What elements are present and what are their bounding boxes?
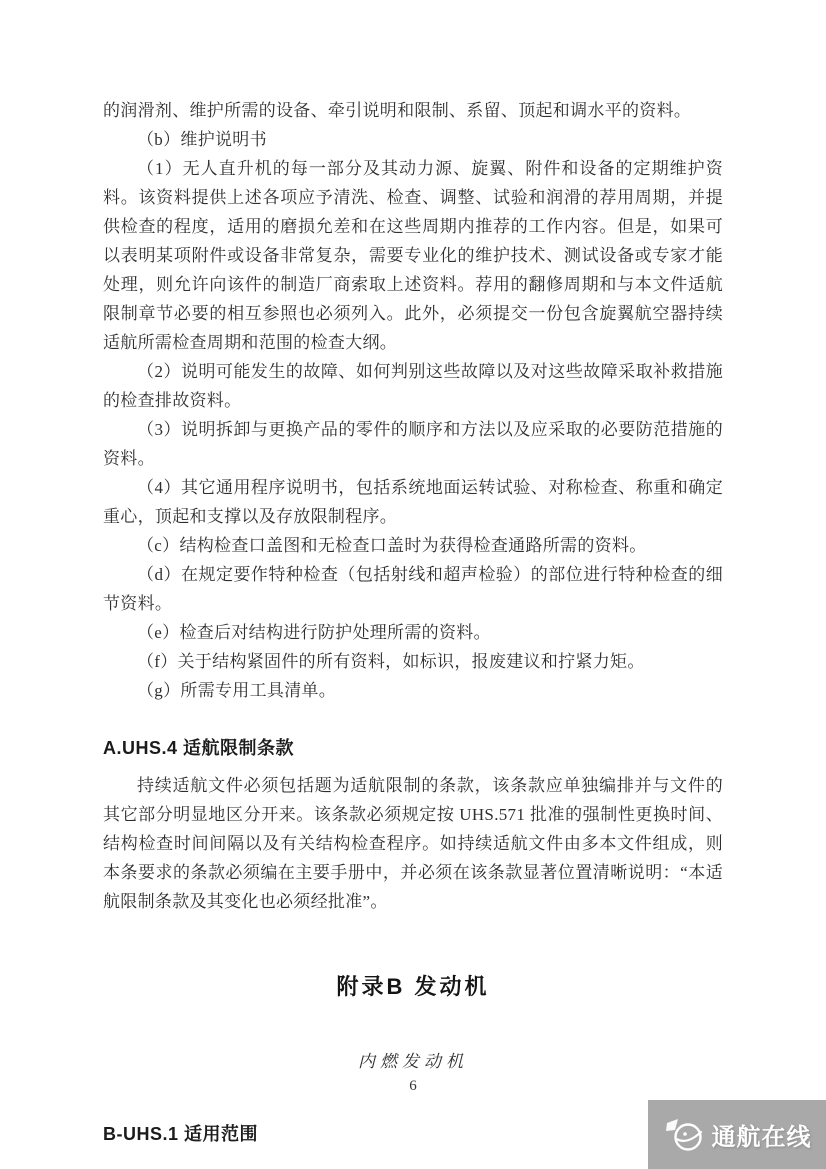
body-paragraph: 的润滑剂、维护所需的设备、牵引说明和限制、系留、顶起和调水平的资料。	[103, 101, 692, 120]
body-paragraph: （e）检查后对结构进行防护处理所需的资料。	[137, 623, 491, 642]
watermark-text: 通航在线	[711, 1124, 812, 1151]
body-paragraph: （d）在规定要作特种检查（包括射线和超声检验）的部位进行特种检查的细节资料。	[103, 565, 723, 613]
section-heading-b-uhs-1: B-UHS.1 适用范围	[103, 1124, 259, 1144]
tonghang-online-logo-icon	[663, 1116, 705, 1154]
body-paragraph: （1）无人直升机的每一部分及其动力源、旋翼、附件和设备的定期维护资料。该资料提供上述各项应予清洗、检查、调整、试验和润滑的荐用周期，并提供检查的程度，适用的磨损允差和在这些周期内推荐的工作内容。但是，如果可以表明某项附件或设备非常复杂，需要专业化的维护技术、测试设备或专家才能处理，则允许向该件的制造厂商索取上述资料。荐用的翻修周期和与本文件适航限制章节必要的相互参照也必须列入。此外，必须提交一份包含旋翼航空器持续适航所需检查周期和范围的检查大纲。	[103, 159, 723, 352]
section-a-body-paragraph: 持续适航文件必须包括题为适航限制的条款，该条款应单独编排并与文件的其它部分明显地区分开来。该条款必须规定按 UHS.571 批准的强制性更换时间、结构检查时间间隔以及有关结构检查程序。如持续适航文件由多本文件组成，则本条要求的条款必须编在主要手册中，并必须在该条款显著位置清晰说明：“本适航限制条款及其变化也必须经批准”。	[103, 776, 723, 911]
body-paragraph: （c）结构检查口盖图和无检查口盖时为获得检查通路所需的资料。	[137, 536, 647, 555]
body-paragraph: （b）维护说明书	[137, 130, 267, 149]
appendix-b-title: 附录B 发动机	[336, 974, 490, 999]
watermark-banner	[648, 1100, 826, 1169]
body-paragraph: （f）关于结构紧固件的所有资料，如标识，报废建议和拧紧力矩。	[137, 652, 645, 671]
maintenance-instructions-section	[103, 96, 723, 705]
body-paragraph: （2）说明可能发生的故障、如何判别这些故障以及对这些故障采取补救措施的检查排故资料。	[103, 362, 723, 410]
appendix-b-subtitle: 内燃发动机	[358, 1052, 468, 1071]
body-paragraph: （3）说明拆卸与更换产品的零件的顺序和方法以及应采取的必要防范措施的资料。	[103, 420, 723, 468]
section-heading-a-uhs-4: A.UHS.4 适航限制条款	[103, 738, 295, 758]
body-paragraph: （g）所需专用工具清单。	[137, 681, 337, 700]
page-number: 6	[409, 1078, 417, 1094]
body-paragraph: （4）其它通用程序说明书，包括系统地面运转试验、对称检查、称重和确定重心，顶起和支撑以及存放限制程序。	[103, 478, 723, 526]
